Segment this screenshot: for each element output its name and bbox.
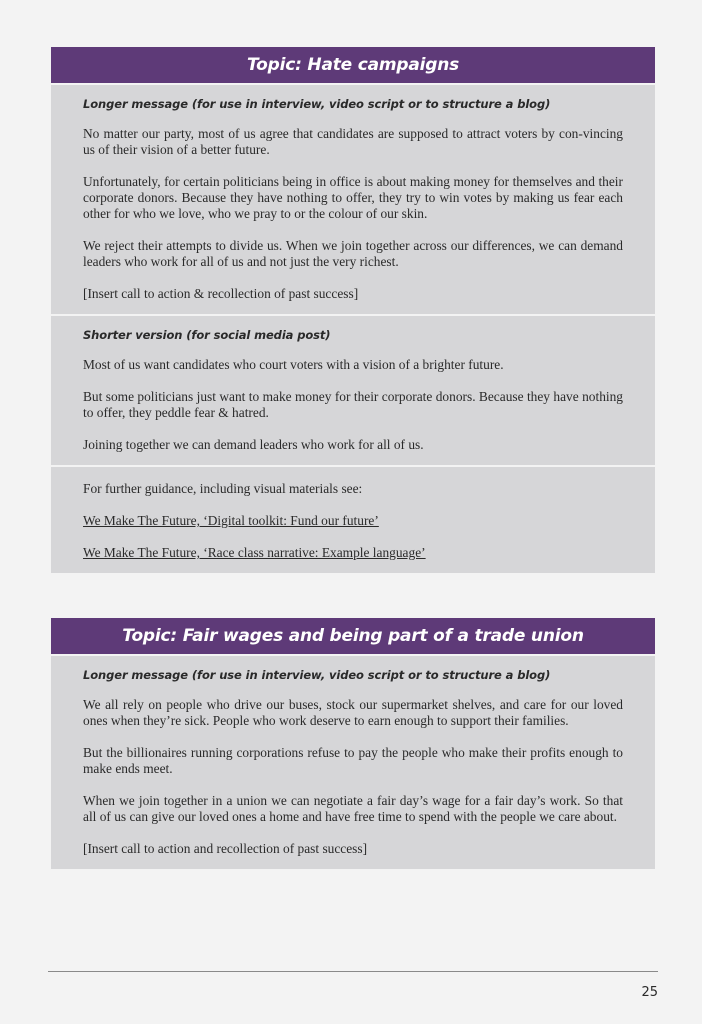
topic-fair-wages [51, 618, 655, 869]
paragraph: Unfortunately, for certain politicians being in office is about making money for themselves and their corporate donors. Because they have nothing to offer, they try to win votes by making us fear each other for who we love, who we pray to or the colour of our skin. [83, 174, 623, 221]
paragraph: When we join together in a union we can negotiate a fair day’s wage for a fair day’s work. So that all of us can give our loved ones a home and have free time to spend with the people we care about. [83, 793, 623, 824]
longer-message-section [51, 83, 655, 314]
call-to-action-placeholder: [Insert call to action & recollection of past success] [83, 286, 359, 301]
paragraph: But the billionaires running corporations refuse to pay the people who make their profits enough to make ends meet. [83, 745, 623, 776]
longer-message-heading: Longer message (for use in interview, video script or to structure a blog) [83, 668, 551, 682]
paragraph: We reject their attempts to divide us. When we join together across our differences, we can demand leaders who work for all of us and not just the very richest. [83, 238, 623, 269]
paragraph: Joining together we can demand leaders who work for all of us. [83, 437, 424, 452]
further-guidance-section [51, 465, 655, 573]
paragraph: But some politicians just want to make money for their corporate donors. Because they have nothing to offer, they peddle fear & hatred. [83, 389, 623, 420]
paragraph: We all rely on people who drive our buses, stock our supermarket shelves, and care for our loved ones when they’re sick. People who work deserve to earn enough to support their families. [83, 697, 623, 728]
longer-message-section [51, 654, 655, 869]
longer-message-heading: Longer message (for use in interview, video script or to structure a blog) [83, 97, 551, 111]
paragraph: Most of us want candidates who court voters with a vision of a brighter future. [83, 357, 504, 372]
paragraph: No matter our party, most of us agree that candidates are supposed to attract voters by con-vincing us of their vision of a better future. [83, 126, 623, 157]
topic-hate-campaigns [51, 47, 655, 573]
guidance-intro: For further guidance, including visual materials see: [83, 481, 363, 496]
guidance-link-race-class-narrative[interactable]: We Make The Future, ‘Race class narrative: Example language’ [83, 545, 426, 560]
page-number: 25 [641, 985, 658, 1000]
call-to-action-placeholder: [Insert call to action and recollection of past success] [83, 841, 368, 856]
footer-divider [48, 971, 658, 972]
shorter-version-section [51, 314, 655, 465]
shorter-version-heading: Shorter version (for social media post) [83, 328, 331, 342]
guidance-link-digital-toolkit[interactable]: We Make The Future, ‘Digital toolkit: Fund our future’ [83, 513, 379, 528]
topic-title: Topic: Fair wages and being part of a trade union [51, 618, 655, 654]
topic-title: Topic: Hate campaigns [51, 47, 655, 83]
